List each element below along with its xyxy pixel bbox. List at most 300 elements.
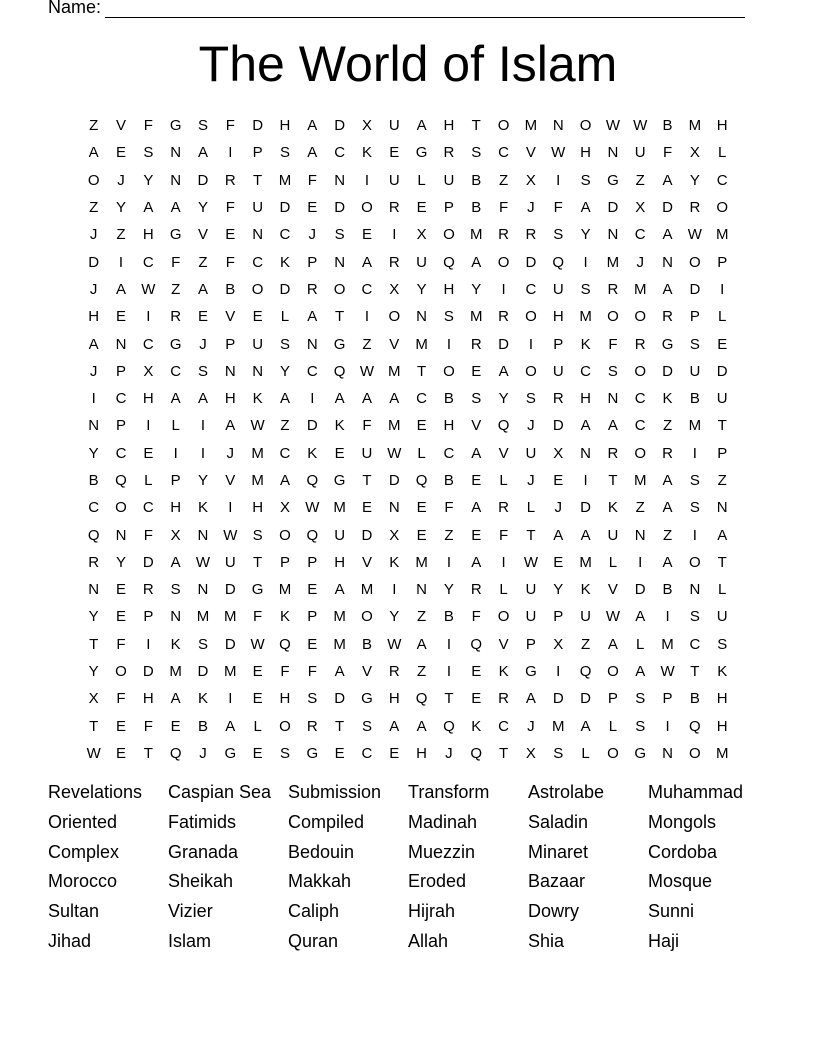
grid-letter: I: [583, 253, 588, 271]
grid-letter: F: [143, 117, 153, 135]
grid-letter: H: [88, 308, 100, 326]
grid-letter: O: [579, 117, 592, 135]
letter-grid: [80, 112, 736, 767]
grid-letter: D: [634, 581, 646, 599]
grid-letter: C: [689, 635, 701, 653]
grid-letter: F: [116, 690, 126, 708]
grid-letter: E: [416, 499, 427, 517]
grid-letter: A: [334, 663, 345, 681]
word-list-item: Fatimids: [168, 811, 237, 832]
grid-letter: I: [692, 444, 697, 462]
grid-letter: U: [334, 526, 346, 544]
grid-row: [80, 248, 736, 275]
grid-letter: T: [335, 308, 345, 326]
grid-letter: P: [307, 253, 318, 271]
grid-letter: A: [334, 581, 345, 599]
grid-letter: L: [608, 717, 618, 735]
grid-letter: T: [417, 362, 427, 380]
word-list-item: Makkah: [288, 871, 352, 892]
grid-letter: H: [279, 117, 291, 135]
grid-letter: J: [89, 362, 98, 380]
grid-letter: M: [169, 663, 182, 681]
grid-letter: Q: [115, 472, 127, 489]
grid-letter: C: [580, 362, 591, 380]
word-list-item: Sheikah: [168, 871, 234, 892]
grid-letter: F: [280, 663, 290, 681]
grid-letter: U: [580, 608, 591, 626]
grid-letter: W: [523, 553, 538, 571]
grid-letter: H: [443, 417, 455, 435]
grid-letter: K: [717, 663, 728, 681]
grid-letter: S: [197, 635, 208, 653]
grid-letter: S: [471, 144, 482, 162]
grid-letter: X: [416, 226, 427, 244]
grid-letter: A: [170, 390, 181, 408]
grid-letter: J: [636, 253, 644, 271]
grid-letter: C: [634, 417, 646, 435]
grid-letter: M: [606, 253, 620, 271]
grid-letter: B: [225, 280, 236, 298]
word-list-item: Submission: [288, 782, 382, 802]
grid-letter: Z: [362, 335, 372, 353]
grid-letter: E: [471, 472, 482, 489]
grid-letter: T: [444, 690, 454, 708]
grid-letter: X: [361, 117, 372, 135]
grid-letter: J: [445, 744, 453, 762]
grid-letter: B: [471, 171, 482, 189]
grid-letter: A: [225, 417, 236, 435]
grid-letter: U: [525, 581, 537, 599]
word-list-item: Allah: [408, 930, 449, 951]
grid-letter: L: [144, 472, 153, 489]
grid-letter: S: [607, 362, 618, 380]
grid-letter: H: [716, 690, 728, 708]
word-list-item: Islam: [168, 930, 212, 951]
grid-letter: Y: [197, 199, 208, 217]
grid-row: [80, 139, 736, 166]
grid-letter: A: [471, 253, 482, 271]
grid-letter: V: [197, 226, 208, 244]
grid-letter: C: [334, 144, 346, 162]
grid-letter: S: [334, 226, 345, 244]
grid-letter: G: [251, 581, 264, 599]
grid-letter: S: [279, 744, 290, 762]
grid-letter: Q: [279, 635, 291, 653]
grid-letter: Z: [116, 226, 126, 244]
grid-letter: O: [279, 717, 291, 735]
grid-letter: D: [716, 362, 728, 380]
grid-letter: T: [717, 417, 727, 435]
grid-letter: A: [471, 499, 482, 517]
grid-letter: Z: [717, 472, 727, 489]
grid-letter: D: [552, 690, 564, 708]
grid-letter: D: [252, 117, 264, 135]
grid-letter: R: [525, 226, 537, 244]
grid-row: [80, 112, 736, 139]
grid-letter: K: [279, 253, 290, 271]
grid-letter: M: [688, 117, 702, 135]
grid-letter: Y: [88, 444, 99, 462]
grid-row: [80, 740, 736, 767]
grid-letter: L: [718, 144, 727, 162]
grid-letter: E: [252, 690, 263, 708]
grid-letter: A: [197, 390, 208, 408]
grid-letter: F: [225, 117, 235, 135]
grid-letter: C: [361, 744, 373, 762]
grid-letter: F: [307, 663, 317, 681]
grid-letter: A: [580, 417, 591, 435]
word-list-item: Jihad: [48, 930, 92, 951]
grid-letter: C: [170, 362, 182, 380]
grid-letter: T: [89, 635, 99, 653]
grid-letter: Q: [415, 472, 428, 489]
grid-letter: Z: [662, 526, 673, 544]
word-list-item: Mongols: [648, 811, 717, 832]
grid-letter: P: [307, 553, 318, 571]
grid-letter: H: [716, 717, 728, 735]
grid-letter: O: [361, 199, 373, 217]
grid-letter: A: [279, 390, 290, 408]
grid-letter: G: [169, 117, 182, 135]
grid-letter: C: [279, 226, 291, 244]
grid-letter: L: [718, 581, 727, 599]
word-list-item: Muezzin: [408, 841, 476, 862]
grid-letter: J: [527, 717, 535, 735]
grid-letter: T: [253, 553, 263, 571]
grid-letter: J: [554, 499, 562, 517]
grid-letter: O: [689, 744, 701, 762]
grid-letter: M: [470, 226, 483, 244]
grid-letter: Y: [389, 608, 400, 626]
grid-letter: I: [583, 472, 588, 489]
grid-letter: E: [197, 308, 208, 326]
grid-letter: U: [607, 526, 619, 544]
grid-letter: P: [662, 690, 673, 708]
grid-row: [80, 330, 736, 357]
grid-letter: V: [225, 472, 236, 489]
grid-letter: M: [415, 553, 428, 571]
grid-letter: E: [389, 144, 400, 162]
grid-letter: Q: [443, 253, 455, 271]
word-list-item: Eroded: [408, 871, 467, 892]
grid-letter: S: [635, 690, 646, 708]
grid-letter: C: [443, 444, 455, 462]
grid-letter: M: [579, 553, 592, 571]
grid-letter: P: [525, 635, 536, 653]
grid-letter: A: [389, 717, 400, 735]
grid-letter: P: [279, 553, 290, 571]
grid-letter: K: [580, 335, 591, 353]
grid-letter: K: [307, 444, 318, 462]
grid-letter: M: [333, 608, 346, 626]
grid-letter: Z: [444, 526, 454, 544]
grid-row: [80, 412, 736, 439]
word-list-item: Transform: [408, 782, 490, 802]
grid-letter: U: [525, 608, 537, 626]
grid-letter: L: [499, 472, 508, 489]
grid-letter: E: [471, 663, 482, 681]
grid-letter: B: [662, 117, 673, 135]
grid-letter: C: [634, 390, 646, 408]
grid-letter: X: [279, 499, 290, 517]
grid-letter: O: [333, 280, 346, 298]
grid-letter: C: [525, 280, 537, 298]
grid-letter: T: [717, 553, 727, 571]
grid-letter: N: [607, 144, 619, 162]
grid-letter: E: [143, 444, 154, 462]
grid-letter: X: [525, 744, 536, 762]
grid-letter: I: [392, 581, 397, 599]
grid-letter: N: [197, 526, 209, 544]
word-list-item: Complex: [48, 841, 120, 862]
grid-letter: P: [170, 472, 181, 489]
grid-letter: E: [115, 717, 126, 735]
grid-letter: R: [170, 308, 182, 326]
grid-letter: X: [525, 171, 536, 189]
grid-row: [80, 221, 736, 248]
grid-letter: R: [607, 444, 619, 462]
grid-letter: V: [607, 581, 618, 599]
grid-letter: D: [224, 635, 236, 653]
grid-row: [80, 303, 736, 330]
grid-letter: O: [607, 744, 619, 762]
grid-letter: A: [662, 472, 673, 489]
grid-letter: A: [143, 199, 154, 217]
grid-letter: I: [364, 171, 370, 189]
grid-letter: J: [89, 280, 98, 298]
grid-letter: L: [608, 553, 618, 571]
grid-letter: V: [498, 635, 509, 653]
grid-letter: C: [88, 499, 100, 517]
grid-letter: O: [525, 308, 537, 326]
grid-letter: A: [553, 526, 564, 544]
grid-letter: A: [416, 117, 427, 135]
grid-letter: X: [389, 526, 400, 544]
grid-letter: E: [307, 199, 318, 217]
grid-letter: M: [551, 717, 565, 735]
word-list-item: Mosque: [648, 871, 713, 892]
grid-letter: U: [388, 117, 400, 135]
grid-letter: E: [471, 690, 482, 708]
grid-letter: B: [88, 472, 99, 489]
grid-letter: B: [443, 390, 454, 408]
grid-letter: J: [199, 744, 207, 762]
grid-letter: J: [226, 444, 235, 462]
grid-letter: Y: [279, 362, 290, 380]
grid-letter: W: [86, 744, 101, 762]
grid-letter: G: [306, 744, 319, 762]
grid-letter: R: [142, 581, 154, 599]
grid-letter: D: [334, 117, 346, 135]
grid-letter: A: [88, 144, 99, 162]
grid-letter: D: [552, 417, 564, 435]
grid-row: [80, 194, 736, 221]
word-list-item: Bazaar: [528, 871, 586, 892]
grid-letter: O: [634, 308, 647, 326]
grid-letter: M: [251, 472, 264, 489]
grid-row: [80, 521, 736, 548]
grid-letter: S: [471, 390, 482, 408]
grid-letter: I: [200, 417, 206, 435]
grid-letter: T: [608, 472, 618, 489]
grid-letter: M: [415, 335, 428, 353]
grid-letter: R: [306, 280, 318, 298]
grid-letter: Y: [115, 199, 126, 217]
grid-letter: A: [607, 635, 618, 653]
grid-letter: U: [252, 199, 264, 217]
grid-letter: D: [279, 199, 291, 217]
grid-letter: Y: [443, 581, 454, 599]
grid-letter: Y: [553, 581, 564, 599]
grid-letter: F: [143, 717, 153, 735]
grid-letter: W: [359, 362, 375, 380]
grid-letter: H: [552, 308, 564, 326]
grid-letter: C: [498, 144, 509, 162]
word-list-item: Quran: [288, 930, 339, 951]
grid-letter: T: [253, 171, 263, 189]
grid-letter: O: [251, 280, 264, 298]
word-list-item: Cordoba: [648, 841, 718, 862]
grid-letter: A: [471, 444, 482, 462]
grid-letter: S: [689, 608, 700, 626]
grid-letter: R: [662, 444, 673, 462]
grid-letter: U: [252, 335, 264, 353]
grid-letter: P: [443, 199, 454, 217]
grid-letter: E: [115, 581, 126, 599]
word-list-item: Haji: [648, 930, 680, 951]
grid-letter: S: [279, 144, 290, 162]
grid-letter: Z: [198, 253, 208, 271]
grid-letter: A: [580, 199, 591, 217]
grid-letter: I: [556, 663, 561, 681]
word-list-item: Madinah: [408, 811, 478, 832]
grid-letter: T: [526, 526, 536, 544]
grid-letter: E: [361, 499, 372, 517]
grid-letter: L: [526, 499, 536, 517]
word-list-item: Saladin: [528, 811, 589, 832]
grid-letter: E: [717, 335, 728, 353]
grid-letter: Q: [689, 717, 701, 735]
grid-letter: D: [361, 526, 373, 544]
grid-letter: F: [171, 253, 181, 271]
grid-letter: P: [607, 690, 618, 708]
grid-letter: N: [634, 526, 646, 544]
grid-letter: X: [88, 690, 99, 708]
grid-letter: I: [692, 526, 697, 544]
grid-letter: D: [662, 362, 673, 380]
grid-letter: E: [115, 608, 126, 626]
grid-letter: W: [223, 526, 238, 544]
grid-letter: Q: [552, 253, 565, 271]
word-list-item: Shia: [528, 930, 565, 951]
grid-letter: G: [607, 171, 619, 189]
grid-letter: H: [334, 553, 346, 571]
grid-letter: I: [446, 553, 452, 571]
grid-letter: O: [115, 663, 127, 681]
word-list-item: Sunni: [648, 901, 695, 922]
grid-letter: V: [498, 444, 509, 462]
grid-letter: J: [89, 226, 98, 244]
grid-letter: C: [142, 499, 154, 517]
word-list-item: Bedouin: [288, 841, 355, 862]
word-list-item: Revelations: [48, 782, 143, 802]
grid-letter: A: [361, 390, 372, 408]
grid-letter: R: [498, 499, 509, 517]
word-list-item: Muhammad: [648, 782, 744, 802]
grid-letter: F: [307, 171, 317, 189]
grid-letter: B: [471, 199, 482, 217]
grid-letter: I: [146, 635, 151, 653]
grid-row: [80, 467, 736, 494]
grid-letter: A: [389, 390, 400, 408]
grid-letter: R: [388, 253, 400, 271]
grid-letter: M: [251, 444, 264, 462]
grid-letter: H: [142, 690, 154, 708]
grid-letter: G: [361, 690, 373, 708]
grid-letter: N: [115, 335, 127, 353]
grid-letter: Z: [280, 417, 290, 435]
grid-letter: G: [333, 472, 346, 489]
grid-letter: D: [498, 335, 509, 353]
grid-letter: A: [662, 226, 673, 244]
grid-letter: W: [605, 608, 620, 626]
grid-letter: S: [525, 390, 536, 408]
grid-letter: H: [142, 226, 154, 244]
grid-letter: N: [88, 417, 100, 435]
grid-letter: S: [553, 226, 564, 244]
grid-letter: Q: [443, 717, 455, 735]
grid-letter: S: [361, 717, 372, 735]
grid-letter: W: [250, 635, 265, 653]
grid-letter: D: [142, 663, 154, 681]
grid-letter: R: [388, 663, 400, 681]
grid-letter: N: [252, 226, 264, 244]
grid-letter: P: [307, 608, 318, 626]
grid-letter: F: [608, 335, 618, 353]
grid-letter: K: [279, 608, 290, 626]
grid-letter: R: [498, 226, 509, 244]
grid-letter: U: [224, 553, 236, 571]
grid-letter: R: [498, 308, 509, 326]
grid-letter: O: [279, 526, 291, 544]
grid-letter: Q: [306, 526, 319, 544]
word-list-item: Vizier: [168, 901, 213, 922]
grid-letter: M: [579, 308, 592, 326]
grid-letter: K: [361, 144, 372, 162]
grid-letter: M: [224, 608, 237, 626]
grid-letter: O: [115, 499, 127, 517]
grid-letter: B: [689, 390, 700, 408]
grid-row: [80, 576, 736, 603]
grid-letter: C: [361, 280, 373, 298]
grid-letter: J: [527, 199, 535, 217]
grid-letter: F: [116, 635, 126, 653]
grid-letter: D: [224, 581, 236, 599]
grid-letter: N: [416, 308, 428, 326]
grid-letter: H: [170, 499, 182, 517]
grid-letter: Q: [87, 526, 100, 544]
grid-row: [80, 358, 736, 385]
grid-letter: R: [498, 690, 509, 708]
grid-letter: E: [334, 744, 345, 762]
grid-letter: R: [224, 171, 236, 189]
grid-letter: N: [224, 362, 236, 380]
grid-letter: L: [581, 744, 590, 762]
grid-letter: Q: [470, 744, 483, 762]
grid-letter: A: [580, 526, 591, 544]
grid-letter: E: [471, 526, 482, 544]
grid-letter: X: [689, 144, 700, 162]
